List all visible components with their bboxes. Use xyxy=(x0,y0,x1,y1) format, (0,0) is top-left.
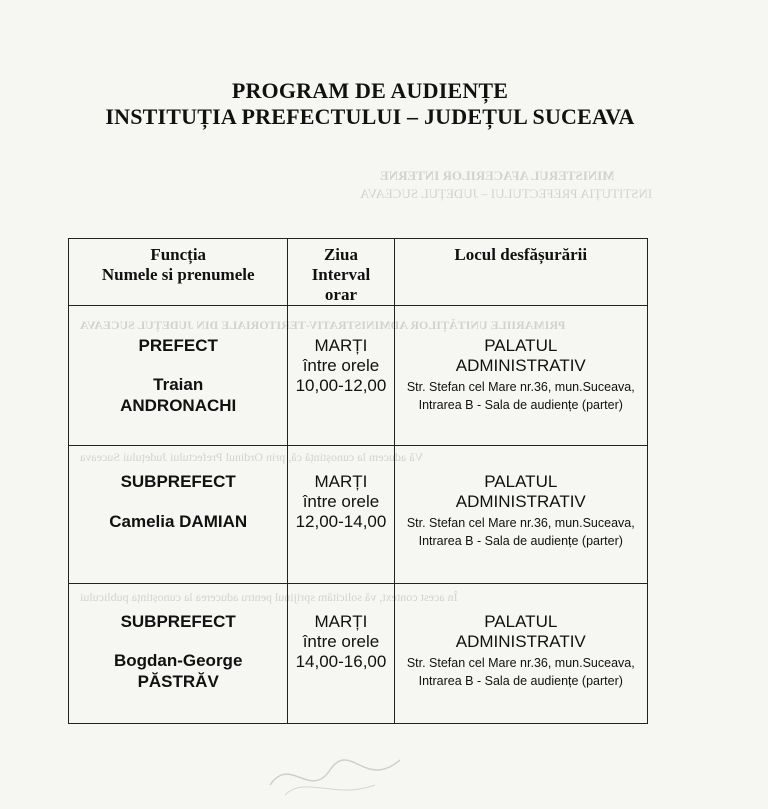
official-cell xyxy=(69,446,288,584)
header-location-label: Locul desfășurării xyxy=(454,245,588,264)
location-name-line1: PALATUL xyxy=(484,612,558,631)
official-name-line1: Traian xyxy=(153,375,204,394)
address-line1: Str. Stefan cel Mare nr.36, mun.Suceava, xyxy=(406,656,635,670)
signature-scribble xyxy=(265,745,405,805)
interval-prefix: între orele xyxy=(302,632,380,651)
table-row xyxy=(69,584,648,724)
interval-prefix: între orele xyxy=(302,492,380,511)
official-name-line1: Bogdan-George xyxy=(113,651,243,670)
official-role: SUBPREFECT xyxy=(120,472,236,491)
address-line2: Intrarea B - Sala de audiențe (parter) xyxy=(418,534,623,548)
location-name-line1: PALATUL xyxy=(484,472,558,491)
location-cell xyxy=(394,446,647,584)
location-name-line2: ADMINISTRATIV xyxy=(455,356,586,375)
page-subtitle: INSTITUȚIA PREFECTULUI – JUDEȚUL SUCEAVA xyxy=(105,104,635,129)
schedule-cell xyxy=(288,306,394,446)
page-title: PROGRAM DE AUDIENȚE xyxy=(231,78,509,103)
location-cell xyxy=(394,584,647,724)
address-line1: Str. Stefan cel Mare nr.36, mun.Suceava, xyxy=(406,380,635,394)
address-line2: Intrarea B - Sala de audiențe (parter) xyxy=(418,398,623,412)
header-day xyxy=(288,239,394,306)
audience-schedule-table xyxy=(68,238,648,724)
bleed-through-subheader: INSTITUȚIA PREFECTULUI – JUDEȚUL SUCEAVA xyxy=(360,186,653,201)
address-line1: Str. Stefan cel Mare nr.36, mun.Suceava, xyxy=(406,516,635,530)
header-interval-label: Interval xyxy=(311,265,371,284)
address-line2: Intrarea B - Sala de audiențe (parter) xyxy=(418,674,623,688)
day-label: MARȚI xyxy=(314,472,368,491)
location-name-line1: PALATUL xyxy=(484,336,558,355)
bleed-through-body2: Vă aducem la cunoștință că, prin Ordinul Prefectului Județului Suceava xyxy=(80,450,424,464)
day-label: MARȚI xyxy=(314,612,368,631)
header-function xyxy=(69,239,288,306)
bleed-through-body3: În acest context, vă solicităm sprijinul pentru aducerea la cunoștința publicului xyxy=(80,590,458,604)
bleed-through-header: MINISTERUL AFACERILOR INTERNE xyxy=(380,168,615,183)
schedule-cell xyxy=(288,584,394,724)
header-day-label: Ziua xyxy=(323,245,358,264)
table-row xyxy=(69,446,648,584)
location-name-line2: ADMINISTRATIV xyxy=(455,492,586,511)
header-interval-label-2: orar xyxy=(324,285,357,304)
official-name-line1: Camelia DAMIAN xyxy=(109,512,248,531)
interval-value: 14,00-16,00 xyxy=(295,652,387,671)
table-header-row xyxy=(69,239,648,306)
official-cell xyxy=(69,306,288,446)
header-function-label: Funcția xyxy=(150,245,207,264)
header-location xyxy=(394,239,647,306)
table-row xyxy=(69,306,648,446)
location-cell xyxy=(394,306,647,446)
location-name-line2: ADMINISTRATIV xyxy=(455,632,586,651)
official-role: SUBPREFECT xyxy=(120,612,236,631)
official-cell xyxy=(69,584,288,724)
day-label: MARȚI xyxy=(314,336,368,355)
schedule-cell xyxy=(288,446,394,584)
header-name-label: Numele si prenumele xyxy=(101,265,255,284)
official-role: PREFECT xyxy=(138,336,218,355)
interval-value: 10,00-12,00 xyxy=(295,376,387,395)
bleed-through-body: PRIMARIILE UNITĂȚILOR ADMINISTRATIV-TERITORIALE DIN JUDEȚUL SUCEAVA xyxy=(80,318,566,332)
interval-value: 12,00-14,00 xyxy=(295,512,387,531)
official-name-line2: PĂSTRĂV xyxy=(137,672,219,691)
interval-prefix: între orele xyxy=(302,356,380,375)
official-name-line2: ANDRONACHI xyxy=(120,396,237,415)
